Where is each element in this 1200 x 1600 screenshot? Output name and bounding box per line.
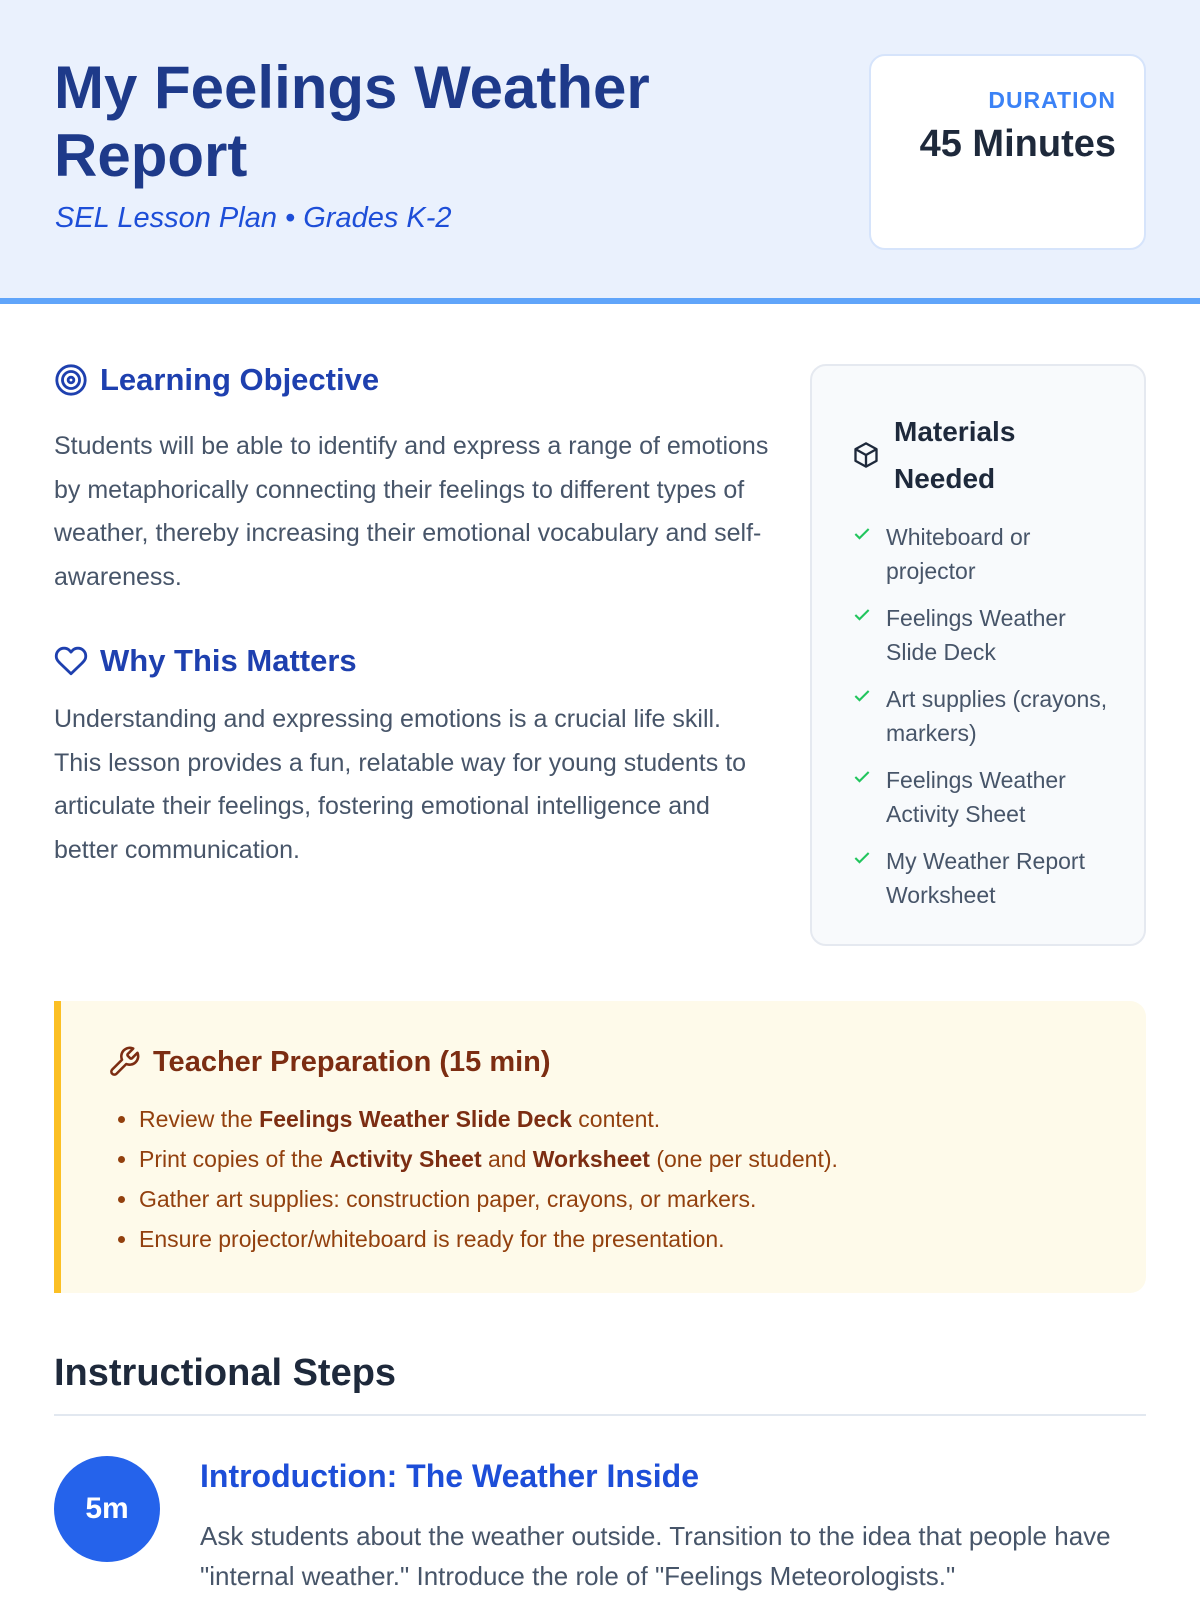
why-heading (54, 641, 357, 681)
prep-heading (107, 1045, 551, 1079)
prep-text: Review the (139, 1106, 260, 1132)
wrench-icon (107, 1045, 141, 1079)
step-description: Ask students about the weather outside. Transition to the idea that people have "internal weather." Introduce the role of "Feelings Meteorologists." (200, 1521, 1111, 1591)
steps-heading: Instructional Steps (54, 1352, 397, 1394)
list-item (852, 844, 1122, 912)
prep-list (139, 1099, 1099, 1259)
lesson-header (0, 0, 1200, 304)
step-duration-badge: 5m (54, 1456, 160, 1562)
prep-text: Ensure projector/whiteboard is ready for the presentation. (139, 1226, 725, 1252)
material-label: Art supplies (crayons, markers) (886, 686, 1108, 746)
materials-heading (852, 408, 1064, 502)
prep-text: content. (571, 1106, 661, 1132)
list-item (139, 1179, 1099, 1219)
objective-text: Students will be able to identify and express a range of emotions by metaphorically connecting their feelings to different types of weather, thereby increasing their emotional vocabulary and self-awareness. (54, 432, 769, 591)
prep-text: (one per student). (649, 1146, 838, 1172)
check-icon (852, 767, 872, 787)
check-icon (852, 605, 872, 625)
teacher-prep-box (54, 1001, 1146, 1293)
prep-text: Print copies of the (139, 1146, 330, 1172)
prep-bold: Activity Sheet (329, 1146, 482, 1172)
duration-card (869, 54, 1146, 250)
material-label: My Weather Report Worksheet (886, 848, 1085, 908)
why-text: Understanding and expressing emotions is a crucial life skill. This lesson provides a fun, relatable way for young students to articulate their feelings, fostering emotional intelligence and better communication. (54, 705, 747, 864)
list-item (139, 1099, 1099, 1139)
duration-label: DURATION (988, 87, 1116, 113)
material-label: Feelings Weather Slide Deck (886, 605, 1066, 665)
list-item (852, 763, 1122, 831)
list-item (139, 1219, 1099, 1259)
materials-heading-text: Materials Needed (894, 416, 1016, 494)
lesson-title: My Feelings Weather Report (54, 54, 650, 189)
lesson-subtitle: SEL Lesson Plan • Grades K-2 (55, 202, 452, 234)
objective-heading (54, 360, 379, 400)
materials-list (852, 520, 1122, 925)
list-item (852, 601, 1122, 669)
box-icon (852, 441, 880, 469)
material-label: Whiteboard or projector (886, 524, 1031, 584)
list-item (852, 520, 1122, 588)
material-label: Feelings Weather Activity Sheet (886, 767, 1066, 827)
duration-value: 45 Minutes (919, 123, 1116, 165)
list-item (139, 1139, 1099, 1179)
check-icon (852, 524, 872, 544)
target-icon (54, 363, 88, 397)
heart-icon (54, 644, 88, 678)
check-icon (852, 848, 872, 868)
prep-bold: Feelings Weather Slide Deck (259, 1106, 572, 1132)
step-title: Introduction: The Weather Inside (200, 1458, 699, 1494)
materials-card (810, 364, 1146, 946)
prep-heading-text: Teacher Preparation (15 min) (153, 1045, 551, 1078)
prep-bold: Worksheet (532, 1146, 650, 1172)
why-heading-text: Why This Matters (100, 643, 357, 678)
check-icon (852, 686, 872, 706)
prep-text: and (481, 1146, 533, 1172)
objective-heading-text: Learning Objective (100, 362, 380, 397)
list-item (852, 682, 1122, 750)
prep-text: Gather art supplies: construction paper, crayons, or markers. (139, 1186, 757, 1212)
divider (54, 1414, 1146, 1416)
